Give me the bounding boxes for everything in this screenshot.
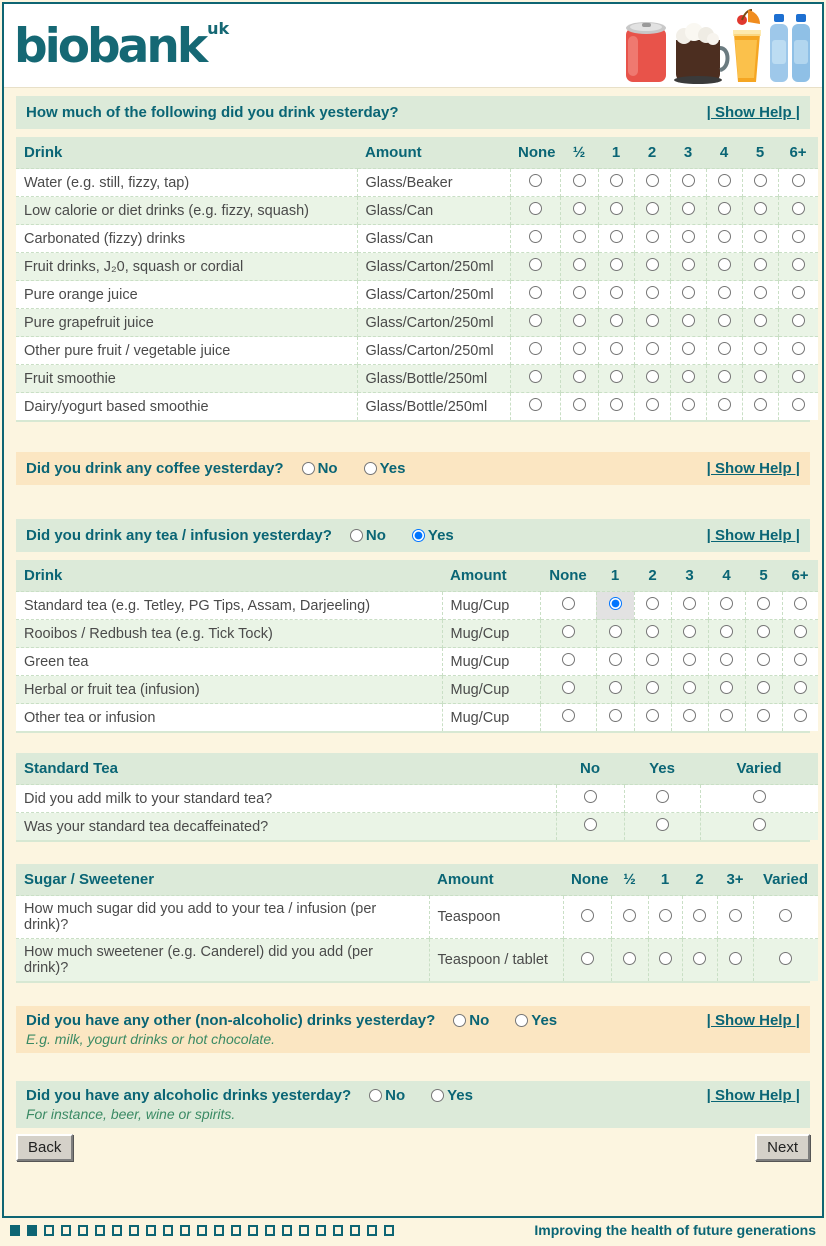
amount-label: Mug/Cup [442, 676, 540, 704]
row-label: Other pure fruit / vegetable juice [16, 337, 357, 365]
radio-option-None[interactable] [562, 709, 575, 722]
radio-option-4[interactable] [718, 314, 731, 327]
radio-option-5[interactable] [754, 202, 767, 215]
radio-option-4[interactable] [718, 370, 731, 383]
radio-option-6+[interactable] [794, 625, 807, 638]
table-row [16, 169, 818, 197]
radio-option-5[interactable] [754, 174, 767, 187]
radio-option-4[interactable] [718, 174, 731, 187]
progress-square [350, 1225, 360, 1236]
table-row [16, 197, 818, 225]
column-header: 1 [596, 560, 634, 592]
question-bar-alcoholic [16, 1081, 810, 1128]
radio-option-4[interactable] [720, 709, 733, 722]
table-row [16, 225, 818, 253]
table-row [16, 785, 818, 813]
footer [2, 1218, 824, 1242]
radio-option-None[interactable] [529, 342, 542, 355]
radio-option-½[interactable] [623, 952, 636, 965]
amount-label: Glass/Bottle/250ml [357, 365, 510, 393]
table-row [16, 620, 818, 648]
nonalcoholic-yes-radio[interactable] [515, 1014, 528, 1027]
nonalcoholic-no-option[interactable]: No [453, 1012, 489, 1029]
radio-option-5[interactable] [757, 709, 770, 722]
radio-option-3+[interactable] [729, 952, 742, 965]
radio-option-2[interactable] [646, 709, 659, 722]
radio-option-5[interactable] [754, 258, 767, 271]
column-header: Amount [429, 864, 563, 896]
column-header: Varied [700, 753, 818, 785]
row-label: Herbal or fruit tea (infusion) [16, 676, 442, 704]
radio-option-5[interactable] [757, 625, 770, 638]
radio-option-3[interactable] [682, 398, 695, 411]
coffee-yes-radio[interactable] [364, 462, 377, 475]
column-header: 3+ [717, 864, 753, 896]
radio-option-None[interactable] [529, 370, 542, 383]
radio-option-1[interactable] [609, 597, 622, 610]
radio-option-2[interactable] [646, 597, 659, 610]
column-header: 3 [670, 137, 706, 169]
radio-option-5[interactable] [754, 230, 767, 243]
radio-option-None[interactable] [562, 625, 575, 638]
column-header: 3 [671, 560, 708, 592]
amount-label: Glass/Carton/250ml [357, 281, 510, 309]
column-header: 6+ [778, 137, 818, 169]
column-header: Yes [624, 753, 700, 785]
alcoholic-yes-radio[interactable] [431, 1089, 444, 1102]
column-header: Drink [16, 560, 442, 592]
radio-option-3[interactable] [682, 230, 695, 243]
footer-tagline: Improving the health of future generations [534, 1222, 816, 1238]
radio-option-6+[interactable] [794, 709, 807, 722]
radio-option-Varied[interactable] [753, 818, 766, 831]
radio-option-3[interactable] [683, 709, 696, 722]
tea-yes-option[interactable]: Yes [412, 527, 454, 544]
radio-option-½[interactable] [573, 370, 586, 383]
row-label: Other tea or infusion [16, 704, 442, 732]
amount-label: Teaspoon / tablet [429, 939, 563, 982]
radio-option-4[interactable] [720, 681, 733, 694]
table-row [16, 337, 818, 365]
column-header: 2 [634, 560, 671, 592]
radio-option-6+[interactable] [792, 258, 805, 271]
nav-row [16, 1134, 810, 1161]
question-text: Did you have any other (non-alcoholic) drinks yesterday? [26, 1012, 436, 1029]
progress-square [112, 1225, 122, 1236]
row-label: Green tea [16, 648, 442, 676]
radio-option-6+[interactable] [794, 681, 807, 694]
column-header: Varied [753, 864, 818, 896]
radio-option-4[interactable] [718, 258, 731, 271]
progress-square [78, 1225, 88, 1236]
amount-label: Glass/Beaker [357, 169, 510, 197]
radio-option-6+[interactable] [794, 653, 807, 666]
radio-option-No[interactable] [584, 790, 597, 803]
radio-option-½[interactable] [573, 342, 586, 355]
row-label: Carbonated (fizzy) drinks [16, 225, 357, 253]
radio-option-4[interactable] [718, 398, 731, 411]
progress-indicator [10, 1225, 394, 1236]
row-label: Standard tea (e.g. Tetley, PG Tips, Assam, Darjeeling) [16, 592, 442, 620]
nonalcoholic-no-radio[interactable] [453, 1014, 466, 1027]
tea-no-option[interactable]: No [350, 527, 386, 544]
column-header: Amount [357, 137, 510, 169]
show-help-link[interactable]: | Show Help | [706, 1012, 800, 1029]
radio-option-2[interactable] [646, 625, 659, 638]
radio-option-1[interactable] [610, 286, 623, 299]
standard-tea-table [16, 753, 810, 842]
question-text: Did you drink any coffee yesterday? [26, 460, 284, 477]
progress-square [231, 1225, 241, 1236]
radio-option-1[interactable] [610, 174, 623, 187]
show-help-link[interactable]: | Show Help | [706, 527, 800, 544]
radio-option-3[interactable] [682, 342, 695, 355]
progress-square [248, 1225, 258, 1236]
radio-option-4[interactable] [720, 597, 733, 610]
radio-option-½[interactable] [573, 398, 586, 411]
drinks-photo [618, 6, 814, 86]
radio-option-3[interactable] [683, 597, 696, 610]
row-label: Was your standard tea decaffeinated? [16, 813, 556, 841]
column-header: None [510, 137, 560, 169]
radio-option-Varied[interactable] [753, 790, 766, 803]
question-text: How much of the following did you drink yesterday? [26, 104, 399, 121]
show-help-link[interactable]: | Show Help | [706, 460, 800, 477]
progress-square [61, 1225, 71, 1236]
radio-option-4[interactable] [718, 202, 731, 215]
radio-option-3[interactable] [683, 681, 696, 694]
progress-square [95, 1225, 105, 1236]
column-header: 4 [708, 560, 745, 592]
radio-option-6+[interactable] [792, 314, 805, 327]
radio-option-1[interactable] [610, 258, 623, 271]
radio-option-None[interactable] [529, 398, 542, 411]
radio-option-½[interactable] [573, 314, 586, 327]
column-header: 5 [742, 137, 778, 169]
tea-table [16, 560, 810, 733]
question-bar-nonalcoholic [16, 1006, 810, 1053]
column-header: 2 [682, 864, 717, 896]
amount-label: Glass/Carton/250ml [357, 309, 510, 337]
radio-option-5[interactable] [754, 342, 767, 355]
progress-square [197, 1225, 207, 1236]
progress-square [316, 1225, 326, 1236]
radio-option-3[interactable] [682, 370, 695, 383]
radio-option-None[interactable] [529, 286, 542, 299]
radio-option-5[interactable] [754, 370, 767, 383]
radio-option-1[interactable] [610, 230, 623, 243]
amount-label: Glass/Bottle/250ml [357, 393, 510, 421]
radio-option-3[interactable] [683, 653, 696, 666]
column-header: Drink [16, 137, 357, 169]
radio-option-6+[interactable] [792, 230, 805, 243]
amount-label: Mug/Cup [442, 704, 540, 732]
radio-option-3[interactable] [682, 174, 695, 187]
amount-label: Glass/Can [357, 225, 510, 253]
row-label: Pure orange juice [16, 281, 357, 309]
sugar-table [16, 864, 810, 983]
radio-option-None[interactable] [529, 202, 542, 215]
radio-option-1[interactable] [609, 625, 622, 638]
radio-option-2[interactable] [646, 314, 659, 327]
column-header: ½ [560, 137, 598, 169]
progress-square [146, 1225, 156, 1236]
show-help-link[interactable]: | Show Help | [706, 104, 800, 121]
radio-option-None[interactable] [562, 597, 575, 610]
radio-option-1[interactable] [610, 202, 623, 215]
row-label: Fruit drinks, J₂0, squash or cordial [16, 253, 357, 281]
radio-option-6+[interactable] [792, 370, 805, 383]
radio-option-3[interactable] [682, 258, 695, 271]
table-row [16, 813, 818, 841]
progress-square [282, 1225, 292, 1236]
question-hint: For instance, beer, wine or spirits. [26, 1106, 236, 1122]
row-label: Water (e.g. still, fizzy, tap) [16, 169, 357, 197]
column-header: 4 [706, 137, 742, 169]
radio-option-None[interactable] [529, 258, 542, 271]
row-label: Rooibos / Redbush tea (e.g. Tick Tock) [16, 620, 442, 648]
radio-option-Varied[interactable] [779, 909, 792, 922]
progress-square [180, 1225, 190, 1236]
radio-option-2[interactable] [646, 286, 659, 299]
progress-square [27, 1225, 37, 1236]
column-header: Standard Tea [16, 753, 556, 785]
biobank-logo [14, 19, 230, 74]
radio-option-½[interactable] [573, 174, 586, 187]
header [4, 4, 822, 88]
amount-label: Mug/Cup [442, 592, 540, 620]
radio-option-Varied[interactable] [779, 952, 792, 965]
table-row [16, 648, 818, 676]
radio-option-1[interactable] [659, 909, 672, 922]
amount-label: Glass/Carton/250ml [357, 337, 510, 365]
column-header: None [563, 864, 611, 896]
radio-option-3[interactable] [682, 202, 695, 215]
radio-option-None[interactable] [529, 314, 542, 327]
amount-label: Glass/Can [357, 197, 510, 225]
radio-option-5[interactable] [754, 286, 767, 299]
table-row [16, 281, 818, 309]
radio-option-None[interactable] [562, 681, 575, 694]
nonalcoholic-yes-option[interactable]: Yes [515, 1012, 557, 1029]
alcoholic-no-radio[interactable] [369, 1089, 382, 1102]
radio-option-2[interactable] [646, 653, 659, 666]
radio-option-6+[interactable] [792, 174, 805, 187]
table-row [16, 253, 818, 281]
radio-option-2[interactable] [646, 681, 659, 694]
radio-option-½[interactable] [623, 909, 636, 922]
question-bar-tea [16, 519, 810, 552]
radio-option-1[interactable] [609, 681, 622, 694]
radio-option-2[interactable] [646, 398, 659, 411]
radio-option-5[interactable] [754, 398, 767, 411]
amount-label: Teaspoon [429, 896, 563, 939]
progress-square [163, 1225, 173, 1236]
show-help-link[interactable]: | Show Help | [706, 1087, 800, 1104]
radio-option-None[interactable] [562, 653, 575, 666]
radio-option-1[interactable] [610, 342, 623, 355]
table-row [16, 309, 818, 337]
radio-option-2[interactable] [646, 174, 659, 187]
progress-square [265, 1225, 275, 1236]
question-text: Did you have any alcoholic drinks yesterday? [26, 1087, 352, 1104]
radio-option-½[interactable] [573, 258, 586, 271]
column-header: Amount [442, 560, 540, 592]
row-label: Dairy/yogurt based smoothie [16, 393, 357, 421]
question-bar-drinks [16, 96, 810, 129]
amount-label: Mug/Cup [442, 620, 540, 648]
radio-option-6+[interactable] [794, 597, 807, 610]
row-label: How much sugar did you add to your tea / infusion (per drink)? [16, 896, 429, 939]
row-label: Pure grapefruit juice [16, 309, 357, 337]
radio-option-2[interactable] [646, 342, 659, 355]
alcoholic-no-option[interactable]: No [369, 1087, 405, 1104]
radio-option-5[interactable] [757, 653, 770, 666]
logo-sup: uk [207, 19, 230, 38]
drinks-table [16, 137, 810, 422]
radio-option-6+[interactable] [792, 202, 805, 215]
page-container [2, 2, 824, 1218]
radio-option-Yes[interactable] [656, 818, 669, 831]
radio-option-6+[interactable] [792, 398, 805, 411]
progress-square [333, 1225, 343, 1236]
radio-option-No[interactable] [584, 818, 597, 831]
radio-option-1[interactable] [610, 314, 623, 327]
column-header: 1 [648, 864, 682, 896]
radio-option-2[interactable] [693, 909, 706, 922]
column-header: 1 [598, 137, 634, 169]
column-header: Sugar / Sweetener [16, 864, 429, 896]
column-header: No [556, 753, 624, 785]
alcoholic-yes-option[interactable]: Yes [431, 1087, 473, 1104]
column-header: 5 [745, 560, 782, 592]
radio-option-None[interactable] [581, 909, 594, 922]
radio-option-1[interactable] [609, 653, 622, 666]
tea-no-radio[interactable] [350, 529, 363, 542]
radio-option-1[interactable] [610, 398, 623, 411]
progress-square [384, 1225, 394, 1236]
amount-label: Glass/Carton/250ml [357, 253, 510, 281]
radio-option-5[interactable] [757, 681, 770, 694]
progress-square [129, 1225, 139, 1236]
tea-yes-radio[interactable] [412, 529, 425, 542]
radio-option-4[interactable] [718, 230, 731, 243]
progress-square [299, 1225, 309, 1236]
row-label: How much sweetener (e.g. Canderel) did you add (per drink)? [16, 939, 429, 982]
radio-option-2[interactable] [646, 258, 659, 271]
radio-option-6+[interactable] [792, 286, 805, 299]
radio-option-½[interactable] [573, 202, 586, 215]
coffee-no-option[interactable]: No [302, 460, 338, 477]
radio-option-Yes[interactable] [656, 790, 669, 803]
question-hint: E.g. milk, yogurt drinks or hot chocolate. [26, 1031, 275, 1047]
coffee-no-radio[interactable] [302, 462, 315, 475]
radio-option-½[interactable] [573, 230, 586, 243]
radio-option-2[interactable] [646, 202, 659, 215]
table-row [16, 393, 818, 421]
radio-option-None[interactable] [529, 174, 542, 187]
table-row [16, 939, 818, 982]
radio-option-4[interactable] [720, 653, 733, 666]
amount-label: Mug/Cup [442, 648, 540, 676]
radio-option-2[interactable] [646, 230, 659, 243]
column-header: ½ [611, 864, 648, 896]
next-button[interactable]: Next [755, 1134, 810, 1161]
progress-square [367, 1225, 377, 1236]
row-label: Fruit smoothie [16, 365, 357, 393]
row-label: Low calorie or diet drinks (e.g. fizzy, squash) [16, 197, 357, 225]
coffee-yes-option[interactable]: Yes [364, 460, 406, 477]
radio-option-5[interactable] [754, 314, 767, 327]
radio-option-4[interactable] [718, 286, 731, 299]
column-header: 2 [634, 137, 670, 169]
radio-option-None[interactable] [581, 952, 594, 965]
table-row [16, 704, 818, 732]
radio-option-4[interactable] [720, 625, 733, 638]
radio-option-1[interactable] [659, 952, 672, 965]
radio-option-½[interactable] [573, 286, 586, 299]
radio-option-3+[interactable] [729, 909, 742, 922]
table-row [16, 592, 818, 620]
table-row [16, 365, 818, 393]
column-header: 6+ [782, 560, 818, 592]
radio-option-2[interactable] [693, 952, 706, 965]
question-text: Did you drink any tea / infusion yesterday? [26, 527, 332, 544]
radio-option-5[interactable] [757, 597, 770, 610]
progress-square [44, 1225, 54, 1236]
radio-option-None[interactable] [529, 230, 542, 243]
row-label: Did you add milk to your standard tea? [16, 785, 556, 813]
progress-square [10, 1225, 20, 1236]
radio-option-1[interactable] [610, 370, 623, 383]
radio-option-1[interactable] [609, 709, 622, 722]
radio-option-3[interactable] [682, 314, 695, 327]
radio-option-3[interactable] [682, 286, 695, 299]
logo-text: biobank [14, 19, 206, 74]
radio-option-6+[interactable] [792, 342, 805, 355]
table-row [16, 676, 818, 704]
back-button[interactable]: Back [16, 1134, 73, 1161]
radio-option-4[interactable] [718, 342, 731, 355]
column-header: None [540, 560, 596, 592]
question-bar-coffee [16, 452, 810, 485]
progress-square [214, 1225, 224, 1236]
table-row [16, 896, 818, 939]
radio-option-3[interactable] [683, 625, 696, 638]
radio-option-2[interactable] [646, 370, 659, 383]
